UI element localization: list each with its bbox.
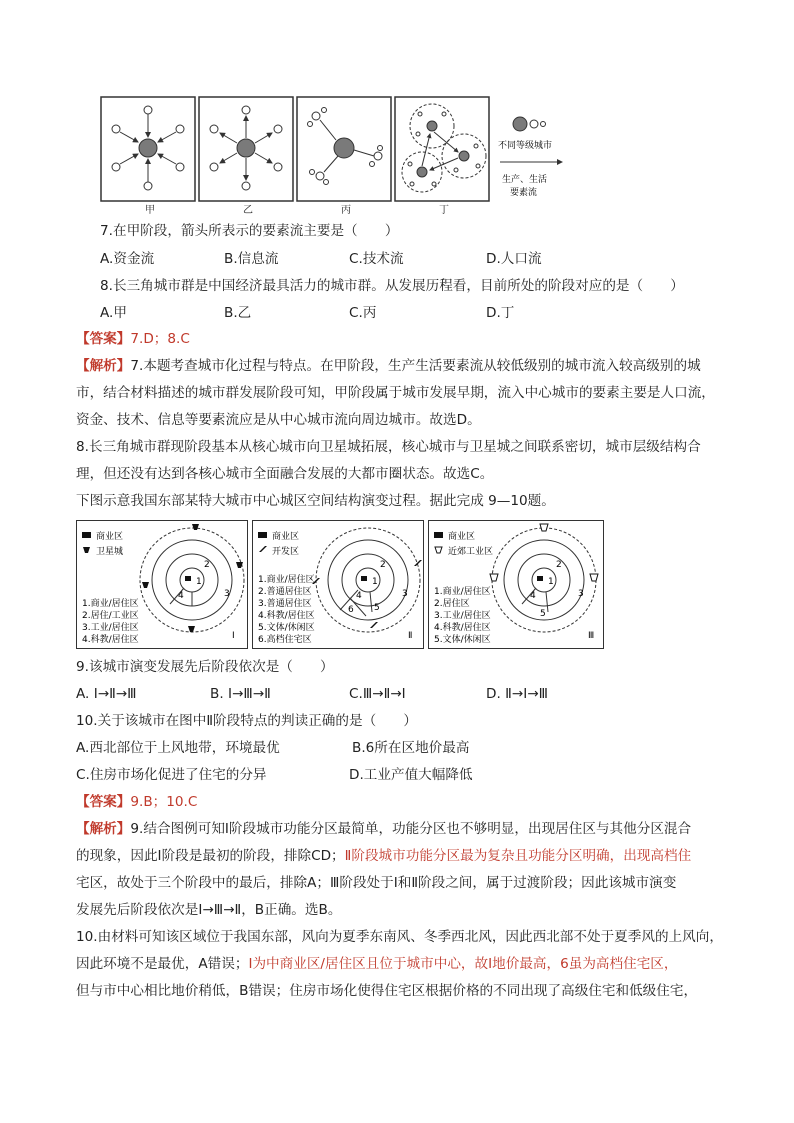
city-panel-1 [77, 521, 248, 649]
q8-option-a[interactable]: A.甲 [100, 305, 127, 321]
legend-city-label: 不同等级城市 [498, 141, 553, 151]
q9-stem: 9.该城市演变发展先后阶段依次是（ ） [76, 659, 334, 675]
p2-stage-label: Ⅱ [408, 631, 413, 641]
explanation-9-10-line-7: 但与市中心相比地价稍低，B错误；住房市场化使得住宅区根据价格的不同出现了高级住宅和低级住宅， [76, 983, 698, 999]
q8-option-c[interactable]: C.丙 [349, 305, 377, 321]
p2-ring-number-4: 4 [356, 591, 362, 601]
explanation-9-10-line-5: 10.由材料可知该区域位于我国东部，风向为夏季东南风、冬季西北风，因此西北部不处于夏季风的上风向， [76, 929, 723, 945]
q8-option-b[interactable]: B.乙 [224, 305, 252, 321]
panel-yi [199, 97, 293, 201]
p2-ring-number-5: 5 [374, 603, 380, 613]
p1-legend-2: 卫星城 [96, 547, 124, 557]
q7-option-d[interactable]: D.人口流 [486, 251, 542, 267]
q10-option-d[interactable]: D.工业产值大幅降低 [349, 767, 473, 783]
panel-caption-jia: 甲 [145, 205, 155, 216]
panel-caption-bing: 丙 [341, 205, 351, 216]
answer-7-8 [76, 329, 190, 349]
q8-stem: 8.长三角城市群是中国经济最具活力的城市群。从发展历程看，目前所处的阶段对应的是（ ） [100, 278, 684, 294]
intro-9-10: 下图示意我国东部某特大城市中心城区空间结构演变过程。据此完成 9—10题。 [76, 493, 555, 509]
p3-zone-2: 2.居住区 [434, 599, 470, 609]
p2-ring-number-3: 3 [402, 589, 408, 599]
explanation-tag: 【解析】 [76, 358, 131, 374]
explanation-7-8-line-5: 理，但还没有达到各核心城市全面融合发展的大都市圈状态。故选C。 [76, 466, 494, 482]
q8-option-d[interactable]: D.丁 [486, 305, 515, 321]
p1-zone-4: 4.科教/居住区 [82, 635, 139, 645]
p2-legend-1: 商业区 [272, 532, 300, 542]
explanation-9-10-line-2: 的现象，因此Ⅰ阶段是最初的阶段，排除CD；Ⅱ阶段城市功能分区最为复杂且功能分区明确，出现高档住 [76, 848, 692, 864]
p3-legend-2: 近郊工业区 [448, 547, 494, 557]
explanation-7-8-line-4: 8.长三角城市群现阶段基本从核心城市向卫星城拓展，核心城市与卫星城之间联系密切，城市层级结构合 [76, 439, 701, 455]
panel-caption-ding: 丁 [439, 205, 449, 216]
q10-stem: 10.关于该城市在图中Ⅱ阶段特点的判读正确的是（ ） [76, 713, 417, 729]
p2-ring-number-6: 6 [348, 605, 354, 615]
q7-option-c[interactable]: C.技术流 [349, 251, 404, 267]
q9-option-a[interactable]: A. Ⅰ→Ⅱ→Ⅲ [76, 686, 137, 702]
p1-zone-3: 3.工业/居住区 [82, 623, 139, 633]
figure-city-structure [76, 520, 604, 650]
p3-legend-1: 商业区 [448, 532, 476, 542]
explanation-7-8-line-1: 【解析】7.本题考查城市化过程与特点。在甲阶段，生产生活要素流从较低级别的城市流入较高级别的城 [76, 358, 701, 374]
panel-jia [101, 97, 195, 201]
panel-bing [297, 97, 391, 201]
legend-flow-label-2: 要素流 [510, 188, 538, 198]
q9-option-c[interactable]: C.Ⅲ→Ⅱ→Ⅰ [349, 686, 406, 702]
p1-ring-number-3: 3 [224, 589, 230, 599]
answer-value: 9.B；10.C [130, 794, 198, 810]
panel-ding [395, 97, 489, 201]
p2-zone-2: 2.普通居住区 [258, 587, 312, 597]
explanation-9-10-line-1: 【解析】9.结合图例可知Ⅰ阶段城市功能分区最简单，功能分区也不够明显，出现居住区与其他分区混合 [76, 821, 692, 837]
q7-option-a[interactable]: A.资金流 [100, 251, 155, 267]
p2-zone-6: 6.高档住宅区 [258, 635, 312, 645]
p2-ring-number-1: 1 [372, 577, 378, 587]
p2-zone-3: 3.普通居住区 [258, 599, 312, 609]
p2-legend-2: 开发区 [272, 547, 300, 557]
explanation-9-10-line-6: 因此环境不是最优，A错误；Ⅰ为中商业区/居住区且位于城市中心，故Ⅰ地价最高，6虽为高档住宅区， [76, 956, 678, 972]
explanation-9-10-line-3: 宅区，故处于三个阶段中的最后，排除A；Ⅲ阶段处于Ⅰ和Ⅱ阶段之间，属于过渡阶段；因此该城市演变 [76, 875, 677, 891]
city-panel-2 [253, 521, 424, 649]
q10-option-c[interactable]: C.住房市场化促进了住宅的分异 [76, 767, 267, 783]
q7-option-b[interactable]: B.信息流 [224, 251, 279, 267]
explanation-7-8-line-3: 资金、技术、信息等要素流应是从中心城市流向周边城市。故选D。 [76, 412, 481, 428]
p1-zone-2: 2.居住/工业区 [82, 611, 139, 621]
p2-zone-1: 1.商业/居住区 [258, 575, 315, 585]
fig1-legend [498, 117, 562, 198]
p3-ring-number-2: 2 [556, 560, 562, 570]
answer-tag: 【答案】 [76, 331, 131, 347]
p3-zone-5: 5.文体/休闲区 [434, 635, 491, 645]
explanation-tag: 【解析】 [76, 821, 131, 837]
p1-stage-label: Ⅰ [232, 631, 235, 641]
city-panel-3 [429, 521, 604, 649]
p3-ring-number-1: 1 [548, 577, 554, 587]
p3-ring-number-3: 3 [578, 589, 584, 599]
p3-zone-4: 4.科教/居住区 [434, 623, 491, 633]
p1-ring-number-4: 4 [178, 591, 184, 601]
answer-tag: 【答案】 [76, 794, 131, 810]
legend-flow-label-1: 生产、生活 [502, 175, 548, 185]
p2-ring-number-2: 2 [380, 560, 386, 570]
p3-ring-number-4: 4 [530, 591, 536, 601]
p1-ring-number-1: 1 [196, 577, 202, 587]
p3-ring-number-5: 5 [540, 609, 546, 619]
q9-option-d[interactable]: D. Ⅱ→Ⅰ→Ⅲ [486, 686, 548, 702]
panel-caption-yi: 乙 [243, 205, 253, 216]
p3-zone-1: 1.商业/居住区 [434, 587, 491, 597]
p3-stage-label: Ⅲ [588, 631, 595, 641]
p1-zone-1: 1.商业/居住区 [82, 599, 139, 609]
answer-9-10 [76, 792, 197, 812]
figure-urban-stages [100, 96, 586, 216]
explanation-9-10-line-4: 发展先后阶段依次是Ⅰ→Ⅲ→Ⅱ，B正确。选B。 [76, 902, 342, 918]
explanation-7-8-line-2: 市，结合材料描述的城市群发展阶段可知，甲阶段属于城市发展早期，流入中心城市的要素主要是人口流， [76, 385, 715, 401]
q7-stem: 7.在甲阶段，箭头所表示的要素流主要是（ ） [100, 223, 399, 239]
answer-value: 7.D；8.C [130, 331, 190, 347]
q9-option-b[interactable]: B. Ⅰ→Ⅲ→Ⅱ [210, 686, 271, 702]
p1-legend-1: 商业区 [96, 532, 124, 542]
p1-ring-number-2: 2 [204, 560, 210, 570]
p2-zone-4: 4.科教/居住区 [258, 611, 315, 621]
q10-option-b[interactable]: B.6所在区地价最高 [352, 740, 470, 756]
q10-option-a[interactable]: A.西北部位于上风地带，环境最优 [76, 740, 280, 756]
p3-zone-3: 3.工业/居住区 [434, 611, 491, 621]
p2-zone-5: 5.文体/休闲区 [258, 623, 315, 633]
